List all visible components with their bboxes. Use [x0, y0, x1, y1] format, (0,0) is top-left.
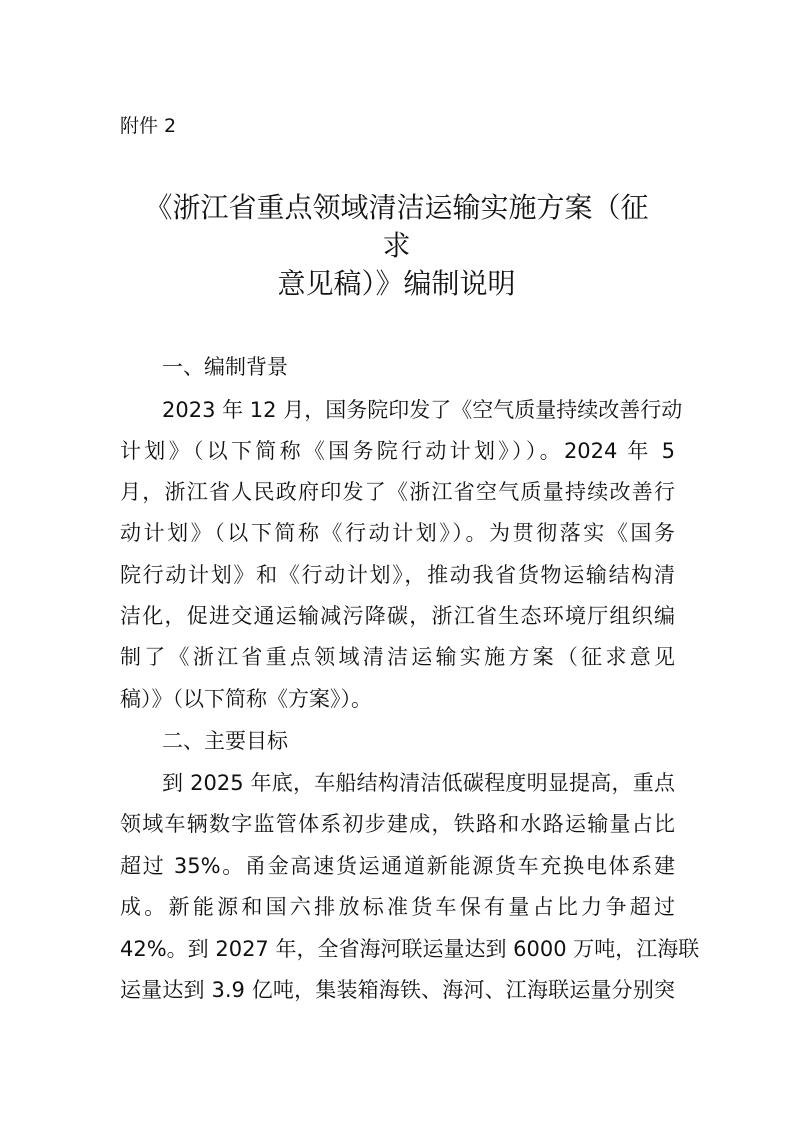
document-title-line-3: 意见稿）》编制说明 — [277, 267, 516, 300]
paragraph-line: 洁化，促进交通运输减污降碳，浙江省生态环境厅组织编 — [120, 604, 675, 628]
paragraph-line: 稿）》（以下简称《方案》）。 — [120, 687, 372, 711]
paragraph-line: 运量达到 3.9 亿吨，集装箱海铁、海河、江海联运量分别突 — [120, 978, 675, 1002]
section-heading-goals: 二、主要目标 — [162, 729, 288, 753]
document-title-line-1: 《浙江省重点领域清洁运输实施方案（征 — [144, 191, 649, 224]
paragraph-line: 领域车辆数字监管体系初步建成，铁路和水路运输量占比 — [120, 812, 675, 836]
paragraph-line: 动计划》（以下简称《行动计划》）。为贯彻落实《国务 — [120, 521, 675, 545]
paragraph-line: 2023 年 12 月，国务院印发了《空气质量持续改善行动 — [162, 398, 683, 422]
document-title-line-2: 求 — [382, 229, 411, 262]
paragraph-line: 月，浙江省人民政府印发了《浙江省空气质量持续改善行 — [120, 480, 675, 504]
paragraph-line: 到 2025 年底，车船结构清洁低碳程度明显提高，重点 — [162, 771, 675, 795]
paragraph-line: 计划》（以下简称《国务院行动计划》））。2024 年 5 — [120, 439, 675, 463]
paragraph-line: 42%。到 2027 年，全省海河联运量达到 6000 万吨，江海联 — [120, 937, 700, 961]
paragraph-line: 院行动计划》和《行动计划》，推动我省货物运输结构清 — [120, 563, 675, 587]
paragraph-line: 超过 35%。甬金高速货运通道新能源货车充换电体系建 — [120, 854, 675, 878]
paragraph-line: 制了《浙江省重点领域清洁运输实施方案（征求意见 — [120, 645, 675, 669]
paragraph-line: 成。新能源和国六排放标准货车保有量占比力争超过 — [120, 895, 675, 919]
attachment-label: 附件 2 — [120, 115, 177, 137]
section-heading-background: 一、编制背景 — [162, 355, 288, 379]
